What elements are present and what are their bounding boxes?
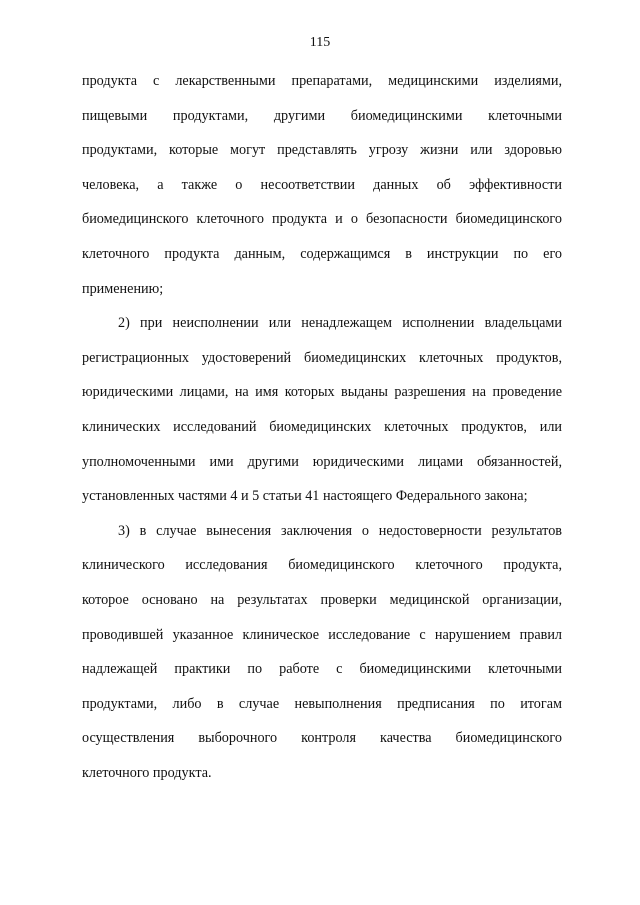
text-line: пищевыми продуктами, другими биомедицинскими клеточными — [82, 107, 562, 124]
text-line: применению; — [82, 280, 164, 297]
text-line: установленных частями 4 и 5 статьи 41 настоящего Федерального закона; — [82, 488, 528, 505]
text-line: осуществления выборочного контроля качества биомедицинского — [82, 730, 562, 747]
paragraph-item-2 — [82, 306, 562, 514]
text-line: клеточного продукта данным, содержащимся в инструкции по его — [82, 245, 562, 262]
text-line: 2) при неисполнении или ненадлежащем исполнении владельцами — [118, 315, 562, 332]
text-line: продуктами, либо в случае невыполнения предписания по итогам — [82, 695, 562, 712]
text-line: клеточного продукта. — [82, 764, 212, 781]
text-line: клинических исследований биомедицинских клеточных продуктов, или — [82, 418, 562, 435]
paragraph-item-3 — [82, 514, 562, 791]
text-line: проводившей указанное клиническое исследование с нарушением правил — [82, 626, 562, 643]
paragraph-continuation — [82, 64, 562, 306]
text-line: юридическими лицами, на имя которых выданы разрешения на проведение — [82, 384, 562, 401]
text-line: биомедицинского клеточного продукта и о безопасности биомедицинского — [82, 211, 562, 228]
text-line: надлежащей практики по работе с биомедицинскими клеточными — [82, 661, 562, 678]
text-line: человека, а также о несоответствии данных об эффективности — [82, 176, 562, 193]
text-line: 3) в случае вынесения заключения о недостоверности результатов — [118, 522, 562, 539]
page-number: 115 — [309, 35, 331, 50]
text-line: продукта с лекарственными препаратами, медицинскими изделиями, — [82, 73, 562, 89]
text-line: которое основано на результатах проверки медицинской организации, — [82, 591, 562, 608]
text-line: клинического исследования биомедицинского клеточного продукта, — [82, 557, 562, 574]
document-body — [82, 64, 562, 790]
text-line: регистрационных удостоверений биомедицинских клеточных продуктов, — [82, 349, 562, 366]
text-line: продуктами, которые могут представлять угрозу жизни или здоровью — [82, 142, 562, 159]
text-line: уполномоченными ими другими юридическими лицами обязанностей, — [82, 453, 562, 470]
